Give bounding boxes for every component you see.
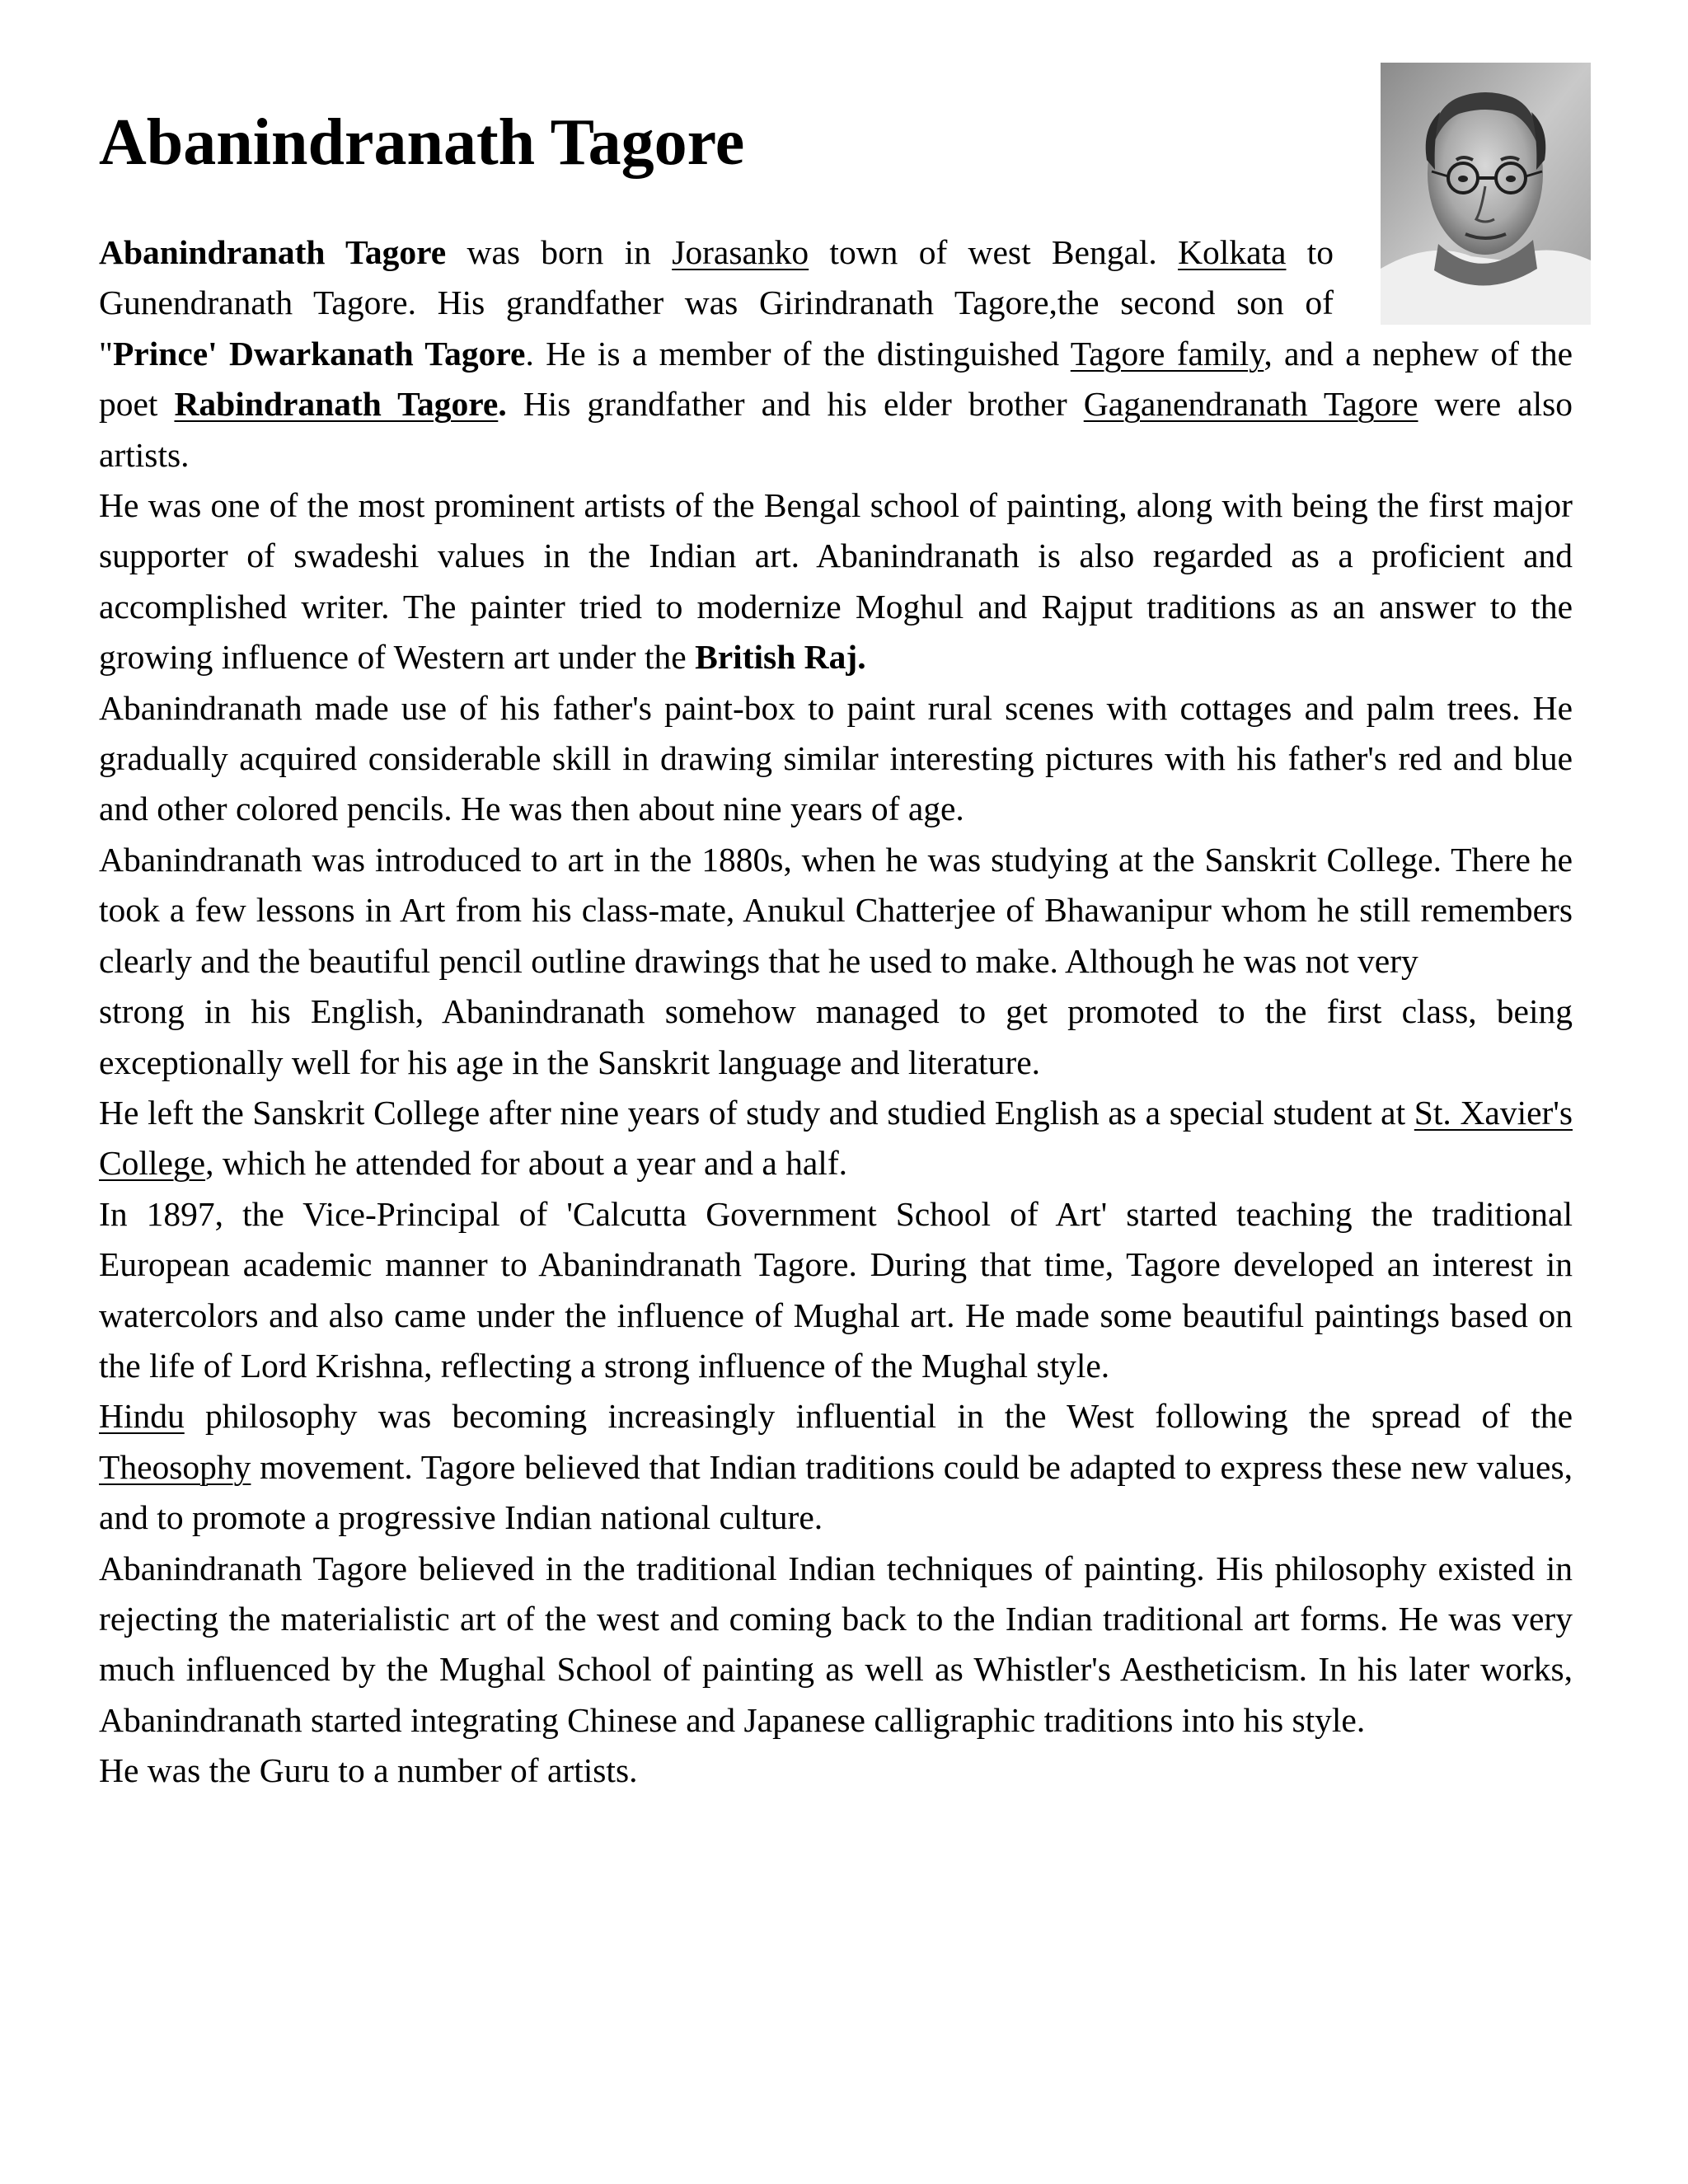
- link-kolkata[interactable]: Kolkata: [1178, 233, 1287, 271]
- text-span: , which he attended for about a year and a half.: [205, 1144, 848, 1183]
- text-span: town of west Bengal.: [809, 233, 1179, 271]
- paragraph-xaviers: [99, 1088, 1573, 1189]
- text-span: , and a nephew of the poet: [99, 334, 1573, 424]
- paragraph-paint-box: Abanindranath made use of his father's paint-box to paint rural scenes with cottages and palm trees. He gradually acquired considerable skill in drawing similar interesting pictures with his father's red and blue and other colored pencils. He was then about nine years of age.: [99, 688, 1573, 828]
- paragraph-techniques: Abanindranath Tagore believed in the traditional Indian techniques of painting. His philosophy existed in rejecting the materialistic art of the west and coming back to the Indian traditional art forms. He was very much influenced by the Mughal School of painting as well as Whistler's Aestheticism. In his later works, Abanindranath started integrating Chinese and Japanese calligraphic traditions into his style.: [99, 1549, 1573, 1739]
- paragraph-1897: In 1897, the Vice-Principal of 'Calcutta Government School of Art' started teaching the traditional European academic manner to Abanindranath Tagore. During that time, Tagore developed an interest in watercolors and also came under the influence of Mughal art. He made some beautiful paintings based on the life of Lord Krishna, reflecting a strong influence of the Mughal style.: [99, 1194, 1573, 1385]
- paragraph-english: strong in his English, Abanindranath somehow managed to get promoted to the first class, being exceptionally well for his age in the Sanskrit language and literature.: [99, 992, 1573, 1081]
- british-raj-bold: British Raj.: [695, 638, 866, 677]
- link-jorasanko[interactable]: Jorasanko: [672, 233, 809, 271]
- period-bold: .: [498, 385, 507, 424]
- text-span: were also artists.: [99, 385, 1573, 474]
- paragraph-bengal-school: [99, 480, 1573, 683]
- text-span: was born in: [446, 233, 673, 271]
- link-rabindranath-tagore[interactable]: Rabindranath Tagore: [174, 385, 499, 424]
- dwarkanath-bold: Prince' Dwarkanath Tagore: [112, 334, 526, 373]
- paragraph-hindu-philosophy: [99, 1391, 1573, 1543]
- portrait-float-spacer: [1334, 227, 1573, 328]
- article-body: [99, 227, 1573, 1797]
- page-title: Abanindranath Tagore: [99, 106, 745, 179]
- link-theosophy[interactable]: Theosophy: [99, 1447, 251, 1486]
- link-hindu[interactable]: Hindu: [99, 1397, 185, 1436]
- paragraph-guru: He was the Guru to a number of artists.: [99, 1751, 638, 1790]
- text-span: philosophy was becoming increasingly influential in the West following the spread of the: [184, 1397, 1573, 1436]
- link-tagore-family[interactable]: Tagore family: [1070, 334, 1264, 373]
- text-span: to Gunendranath Tagore. His grandfather was Girindranath Tagore,the second son of ": [99, 233, 1334, 373]
- text-span: His grandfather and his elder brother: [506, 385, 1084, 424]
- subject-name-bold: Abanindranath Tagore: [99, 233, 447, 271]
- link-st-xaviers-college[interactable]: St. Xavier's College: [99, 1093, 1573, 1183]
- text-span: movement. Tagore believed that Indian traditions could be adapted to express these new values, and to promote a progressive Indian national culture.: [99, 1447, 1573, 1537]
- text-span: He was one of the most prominent artists of the Bengal school of painting, along with being the first major supporter of swadeshi values in the Indian art. Abanindranath is also regarded as a proficient and accomplished writer. The painter tried to modernize Moghul and Rajput traditions as an answer to the growing influence of Western art under the: [99, 486, 1573, 677]
- text-span: . He is a member of the distinguished: [525, 334, 1071, 373]
- paragraph-birth: [99, 227, 1573, 480]
- paragraph-sanskrit-college: Abanindranath was introduced to art in the 1880s, when he was studying at the Sanskrit College. There he took a few lessons in Art from his class-mate, Anukul Chatterjee of Bhawanipur whom he still remembers clearly and the beautiful pencil outline drawings that he used to make. Although he was not very: [99, 840, 1573, 980]
- text-span: He left the Sanskrit College after nine years of study and studied English as a special student at: [99, 1093, 1414, 1132]
- link-gaganendranath-tagore[interactable]: Gaganendranath Tagore: [1083, 385, 1418, 424]
